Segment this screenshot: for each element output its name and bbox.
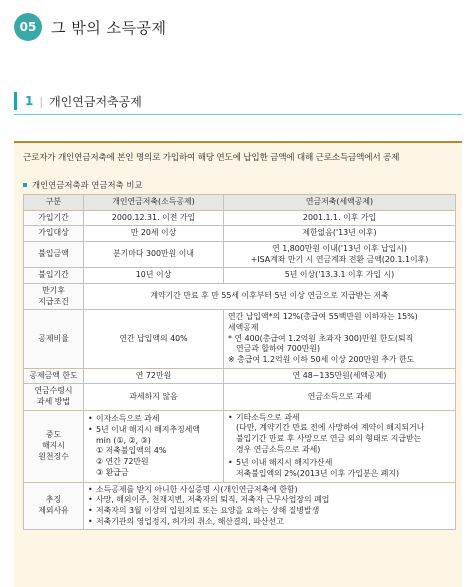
list-item: • 이자소득으로 과세 bbox=[88, 414, 219, 425]
cell-line: (다만, 계약기간 만료 전에 사망하여 계약이 해지되거나 bbox=[236, 423, 425, 433]
row-label: 공제금액 한도 bbox=[24, 368, 84, 384]
square-bullet-icon bbox=[23, 183, 27, 187]
cell-line: ③ 환급금 bbox=[96, 467, 129, 477]
section-title: 개인연금저축공제 bbox=[49, 94, 142, 109]
intro-text: 근로자가 개인연금저축에 본인 명의로 가입하여 해당 연도에 납입한 금액에 대해 근로소득금액에서 공제 bbox=[23, 153, 400, 163]
cell: 만 20세 이상 bbox=[84, 226, 224, 242]
list-item: • 기타소득으로 과세 bbox=[228, 413, 451, 424]
cell: 5년 이상('13.3.1 이후 가입 시) bbox=[224, 268, 456, 284]
cell: 계약기간 만료 후 만 55세 이후부터 5년 이상 연금으로 지급받는 저축 bbox=[84, 284, 456, 310]
label-line: 만기후 bbox=[42, 286, 65, 296]
row-label: 가입대상 bbox=[24, 226, 84, 242]
list-item: • 5년 이내 해지시 해지추징세액 bbox=[88, 425, 219, 436]
label-line: 추징 bbox=[45, 495, 62, 505]
header-category: 구분 bbox=[24, 195, 84, 211]
row-label: 불입금액 bbox=[24, 242, 84, 268]
label-line: 지급조건 bbox=[38, 296, 69, 306]
cell-line: 연간 납입액*의 12%(총급여 55백만원 이하자는 15%) bbox=[228, 312, 418, 322]
label-line: 연금수령시 bbox=[34, 386, 73, 396]
row-label: 가입기간 bbox=[24, 210, 84, 226]
section-number: 1 bbox=[25, 94, 34, 108]
table-header-row bbox=[24, 195, 456, 211]
row-label: 공제비율 bbox=[24, 310, 84, 368]
cell-line: 세액공제 bbox=[228, 323, 259, 333]
table-row bbox=[24, 210, 456, 226]
table-row bbox=[24, 384, 456, 410]
row-label bbox=[24, 482, 84, 530]
cell: 연 72만원 bbox=[84, 368, 224, 384]
cell: 제한없음('13년 이후) bbox=[224, 226, 456, 242]
table-row bbox=[24, 268, 456, 284]
table-row bbox=[24, 242, 456, 268]
list-item: • 5년 이내 해지시 해지가산세 bbox=[228, 458, 451, 469]
chapter-header bbox=[14, 13, 166, 41]
table-row bbox=[24, 226, 456, 242]
label-line: 제외사유 bbox=[38, 506, 69, 516]
table-row bbox=[24, 284, 456, 310]
cell bbox=[224, 410, 456, 482]
cell: 2001.1.1. 이후 가입 bbox=[224, 210, 456, 226]
table-row bbox=[24, 368, 456, 384]
cell-line: ※ 총급여 1.2억원 이하 50세 이상 200만원 추가 한도 bbox=[228, 355, 415, 365]
cell: 연간 납입액의 40% bbox=[84, 310, 224, 368]
section-header bbox=[14, 90, 462, 112]
chapter-number-badge: 05 bbox=[14, 13, 42, 41]
section-divider bbox=[14, 114, 462, 115]
row-label bbox=[24, 384, 84, 410]
comparison-subheading bbox=[23, 179, 143, 191]
table-row bbox=[24, 310, 456, 368]
cell bbox=[84, 410, 224, 482]
cell-line: ① 저축불입액의 4% bbox=[96, 446, 167, 456]
cell-line: min (①, ②, ③) bbox=[96, 435, 151, 445]
cell-line: 불입기간 만료 후 사망으로 연금 외의 형태로 지급받는 bbox=[236, 434, 422, 444]
cell-line: 연 1,800만원 이내('13년 이후 납입시) bbox=[272, 244, 407, 254]
row-label bbox=[24, 284, 84, 310]
header-pension-savings: 연금저축(세액공제) bbox=[224, 195, 456, 211]
cell: 10년 이상 bbox=[84, 268, 224, 284]
section-separator: | bbox=[39, 94, 44, 108]
cell bbox=[224, 310, 456, 368]
label-line: 해지시 bbox=[42, 440, 65, 450]
row-label bbox=[24, 410, 84, 482]
cell: 분기마다 300만원 이내 bbox=[84, 242, 224, 268]
table-row bbox=[24, 410, 456, 482]
content-panel bbox=[14, 141, 462, 587]
comparison-table bbox=[23, 194, 456, 530]
cell: 연금소득으로 과세 bbox=[224, 384, 456, 410]
cell-line: ② 연간 72만원 bbox=[96, 456, 149, 466]
cell: 2000.12.31. 이전 가입 bbox=[84, 210, 224, 226]
chapter-title: 그 밖의 소득공제 bbox=[51, 18, 167, 37]
cell: 과세하지 않음 bbox=[84, 384, 224, 410]
cell bbox=[224, 242, 456, 268]
label-line: 중도 bbox=[45, 430, 62, 440]
cell-line: 연금과 합하여 700만원) bbox=[236, 344, 321, 354]
cell-line: * 연 400(총급여 1.2억원 초과자 300)만원 한도(퇴직 bbox=[228, 333, 414, 343]
list-item: • 소득공제를 받지 아니한 사실증명 시(개인연금저축에 한함) bbox=[88, 485, 451, 496]
cell: 연 48~135만원(세액공제) bbox=[224, 368, 456, 384]
list-item: • 저축기관의 영업정지, 허가의 취소, 해산결의, 파산선고 bbox=[88, 517, 451, 528]
header-personal-pension: 개인연금저축(소득공제) bbox=[84, 195, 224, 211]
cell-line: 경우 연금소득으로 과세) bbox=[236, 444, 321, 454]
row-label: 불입기간 bbox=[24, 268, 84, 284]
list-item: • 저축자의 3월 이상의 입원치료 또는 요양을 요하는 상해 질병발생 bbox=[88, 506, 451, 517]
cell bbox=[84, 482, 456, 530]
comparison-title: 개인연금저축과 연금저축 비교 bbox=[32, 180, 143, 190]
table-row bbox=[24, 482, 456, 530]
section-accent-bar bbox=[14, 92, 17, 110]
label-line: 원천징수 bbox=[38, 451, 69, 461]
label-line: 과세 방법 bbox=[37, 397, 70, 407]
list-item: • 사망, 해외이주, 천재지변, 저축자의 퇴직, 저축자 근무사업장의 폐업 bbox=[88, 495, 451, 506]
cell-line: +ISA계좌 만기 시 연금계좌 전환 금액(20.1.1이후) bbox=[250, 254, 429, 264]
cell-line: 저축불입액의 2%(2013년 이후 가입분은 폐지) bbox=[236, 469, 400, 479]
